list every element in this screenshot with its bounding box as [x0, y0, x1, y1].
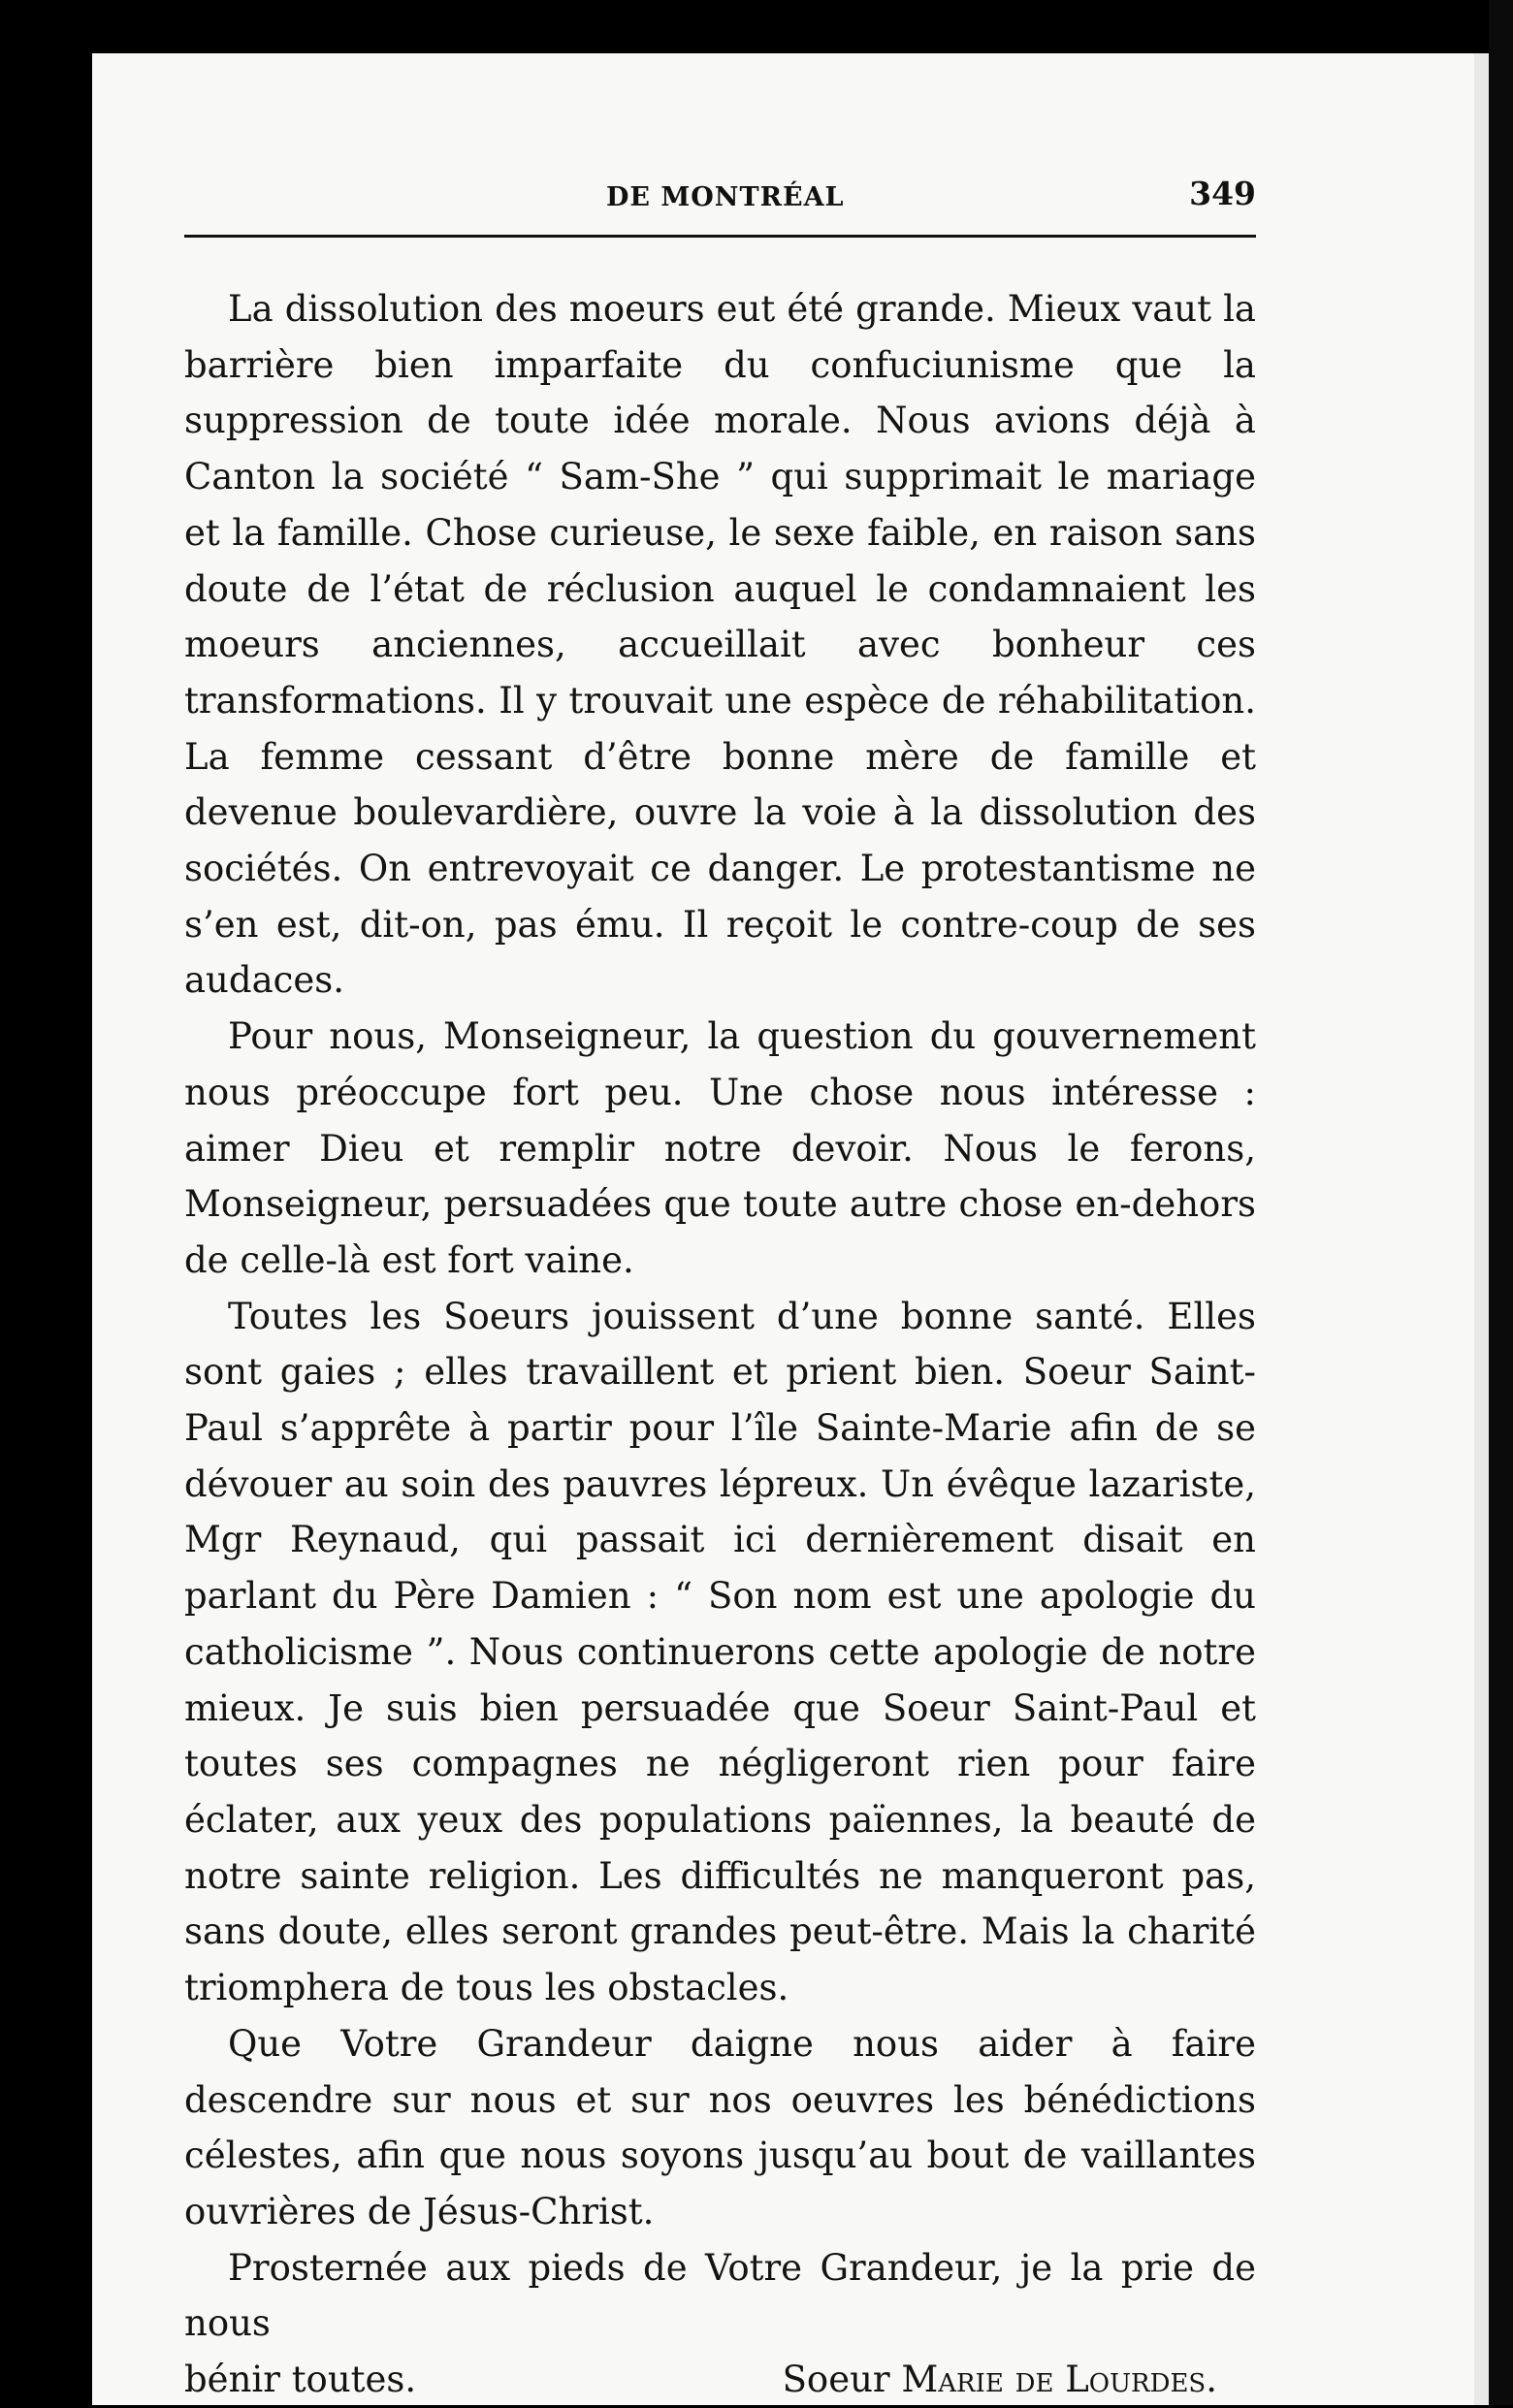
running-head: DE MONTRÉAL — [606, 182, 845, 212]
signature-prefix: Soeur — [782, 2359, 890, 2401]
closing-words: bénir toutes. — [184, 2359, 417, 2401]
signature-name: Marie de Lourdes. — [901, 2359, 1217, 2401]
closing-line — [184, 2352, 1256, 2408]
next-page-edge — [1474, 53, 1489, 2405]
paragraph-1: La dissolution des moeurs eut été grande. Mieux vaut la barrière bien imparfaite du confuciunisme que la suppression de toute idée morale. Nous avions déjà à Canton la société “ Sam-She ” qui supprimait le mariage et la famille. Chose curieuse, le sexe faible, en raison sans doute de l’état de réclusion auquel le condamnaient les moeurs anciennes, accueillait avec bonheur ces transformations. Il y trouvait une espèce de réhabilitation. La femme cessant d’être bonne mère de famille et devenue boulevardière, ouvre la voie à la dissolution des sociétés. On entrevoyait ce danger. Le protestantisme ne s’en est, dit-on, pas ému. Il reçoit le contre-coup de ses audaces. — [184, 288, 1256, 1002]
page-header — [184, 175, 1256, 223]
paragraph-2: Pour nous, Monseigneur, la question du gouvernement nous préoccupe fort peu. Une chose nous intéresse : aimer Dieu et remplir notre devoir. Nous le ferons, Monseigneur, persuadées que toute autre chose en-dehors de celle-là est fort vaine. — [184, 1015, 1256, 1281]
paragraph-5: Prosternée aux pieds de Votre Grandeur, je la prie de nous — [184, 2246, 1256, 2345]
signature — [783, 2352, 1256, 2408]
page-number: 349 — [1189, 175, 1256, 212]
scan-border — [1489, 0, 1513, 2405]
paragraph-3: Toutes les Soeurs jouissent d’une bonne santé. Elles sont gaies ; elles travaillent et prient bien. Soeur Saint-Paul s’apprête à partir pour l’île Sainte-Marie afin de se dévouer au soin des pauvres lépreux. Un évêque lazariste, Mgr Reynaud, qui passait ici dernièrement disait en parlant du Père Damien : “ Son nom est une apologie du catholicisme ”. Nous continuerons cette apologie de notre mieux. Je suis bien persuadée que Soeur Saint-Paul et toutes ses compagnes ne négligeront rien pour faire éclater, aux yeux des populations païennes, la beauté de notre sainte religion. Les difficultés ne manqueront pas, sans doute, elles seront grandes peut-être. Mais la charité triomphera de tous les obstacles. — [184, 1295, 1256, 2009]
paragraph-4: Que Votre Grandeur daigne nous aider à faire descendre sur nous et sur nos oeuvres les bénédictions célestes, afin que nous soyons jusqu’au bout de vaillantes ouvrières de Jésus-Christ. — [184, 2022, 1256, 2232]
header-rule — [184, 235, 1256, 238]
body-text — [184, 281, 1256, 2408]
